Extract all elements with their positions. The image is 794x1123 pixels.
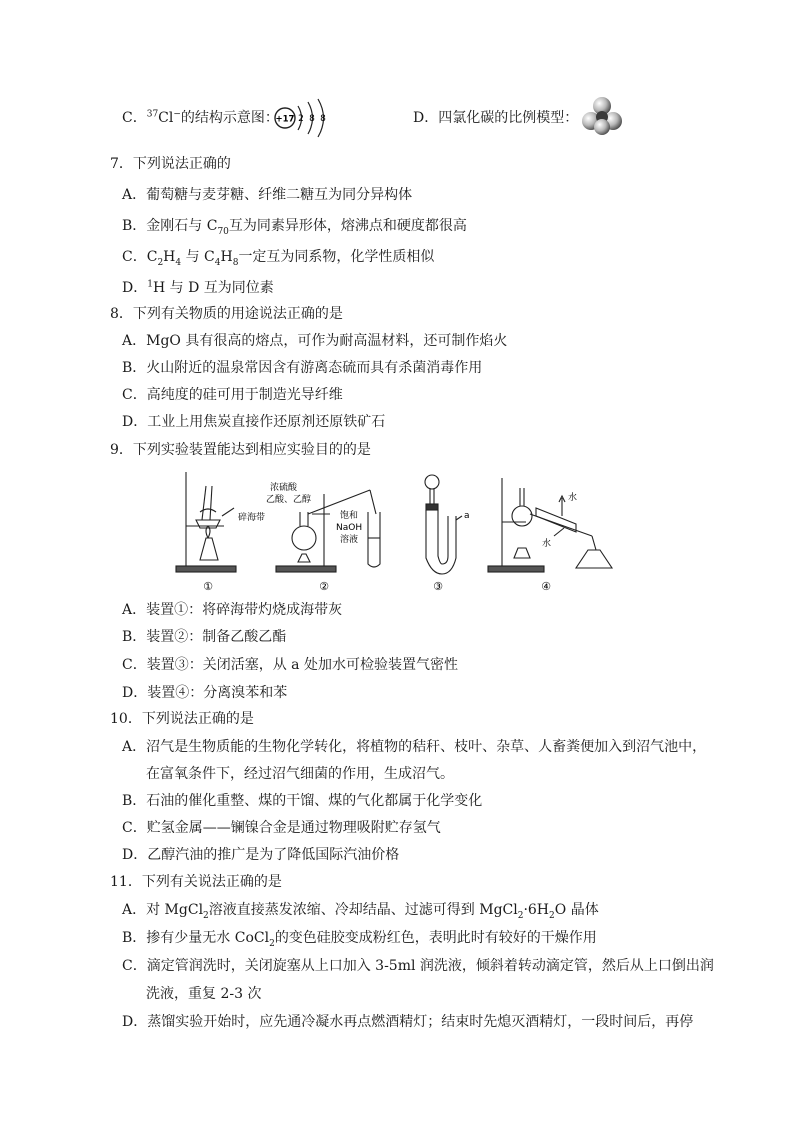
text-part: H 与 D 互为同位素: [152, 280, 274, 296]
q10-option-d: D．乙醇汽油的推广是为了降低国际汽油价格: [122, 847, 400, 863]
subscript: 4: [214, 257, 221, 268]
label-sat-3: 溶液: [340, 535, 359, 545]
question-8-stem: 8．下列有关物质的用途说法正确的是: [110, 306, 343, 322]
q7-option-d: [122, 278, 274, 298]
label-sat-1: 饱和: [340, 511, 359, 521]
option-c-row: [122, 108, 279, 128]
text-part: O 晶体: [554, 902, 599, 918]
label-water-out: 水: [568, 493, 578, 503]
caption-3: ③: [433, 580, 443, 593]
text-part: H: [163, 249, 176, 265]
q11-option-c-line1: C．滴定管润洗时，关闭旋塞从上口加入 3-5ml 润洗液，倾斜着转动滴定管，然后从上口倒出润: [122, 958, 714, 974]
nucleus-charge: +17: [275, 114, 295, 125]
question-7-stem: 7．下列说法正确的: [110, 156, 231, 172]
q10-option-a-line1: A．沼气是生物质能的生物化学转化，将植物的秸秆、枝叶、杂草、人畜粪便加入到沼气池中，: [122, 739, 707, 755]
label-water-in: 水: [542, 539, 552, 549]
subscript: 70: [217, 226, 229, 237]
q7-option-b: [122, 216, 467, 236]
question-11-stem: 11．下列有关说法正确的是: [110, 874, 282, 890]
atom-structure-diagram: [272, 96, 336, 138]
q10-option-c: C．贮氢金属——镧镍合金是通过物理吸附贮存氢气: [122, 820, 441, 836]
q8-option-a: A．MgO 具有很高的熔点，可作为耐高温材料，还可制作焰火: [122, 333, 508, 349]
q11-option-a: [122, 900, 599, 920]
q7-option-c: [122, 247, 434, 267]
apparatus-figure: [172, 468, 622, 596]
q9-option-b: B．装置②：制备乙酸乙酯: [122, 629, 287, 645]
subscript: 2: [517, 910, 524, 921]
question-10-stem: 10．下列说法正确的是: [110, 711, 254, 727]
q7-option-a: A．葡萄糖与麦芽糖、纤维二糖互为同分异构体: [122, 187, 413, 203]
text-part: B．金刚石与 C: [122, 218, 218, 234]
text-part: C．C: [122, 249, 158, 265]
q10-option-b: B．石油的催化重整、煤的干馏、煤的气化都属于化学变化: [122, 793, 483, 809]
text-part: A．对 MgCl: [122, 902, 204, 918]
text-part: 与 C: [181, 249, 215, 265]
text-part: D．: [122, 280, 148, 296]
text-part: H: [220, 249, 233, 265]
q11-option-b: [122, 928, 597, 948]
text-part: B．掺有少量无水 CoCl: [122, 930, 270, 946]
subscript: 4: [175, 257, 182, 268]
label-acid-2: 乙酸、乙醇: [266, 495, 312, 505]
text-part: 的变色硅胶变成粉红色，表明此时有较好的干燥作用: [274, 930, 597, 946]
option-d-row: D．四氯化碳的比例模型：: [413, 110, 579, 126]
label-seaweed: 碎海带: [238, 513, 266, 523]
q8-option-b: B．火山附近的温泉常因含有游离态硫而具有杀菌消毒作用: [122, 360, 483, 376]
q9-option-d: D．装置④：分离溴苯和苯: [122, 685, 288, 701]
apparatus-1: [176, 472, 236, 572]
subscript: 2: [269, 938, 275, 949]
ion-symbol: Cl: [158, 110, 174, 126]
q11-option-d: D．蒸馏实验开始时，应先通冷凝水再点燃酒精灯；结束时先熄灭酒精灯，一段时间后，再停: [122, 1014, 694, 1030]
caption-2: ②: [319, 580, 329, 593]
shell-1-electrons: 2: [298, 114, 304, 124]
superscript: 1: [147, 279, 153, 290]
q9-option-a: A．装置①：将碎海带灼烧成海带灰: [122, 602, 343, 618]
q10-option-a-line2: 在富氧条件下，经过沼气细菌的作用，生成沼气。: [146, 766, 454, 782]
label-sat-2: NaOH: [336, 523, 363, 533]
subscript: 2: [549, 910, 555, 921]
caption-1: ①: [203, 580, 213, 593]
shell-2-electrons: 8: [309, 114, 315, 124]
shell-3-electrons: 8: [320, 114, 326, 124]
label-acid-1: 浓硫酸: [270, 483, 298, 493]
question-9-stem: 9．下列实验装置能达到相应实验目的的是: [110, 442, 371, 458]
text-part: 互为同素异形体，熔沸点和硬度都很高: [228, 218, 467, 234]
label-a: a: [464, 511, 470, 521]
q8-option-c: C．高纯度的硅可用于制造光导纤维: [122, 387, 343, 403]
caption-4: ④: [541, 580, 551, 593]
q8-option-d: D．工业上用焦炭直接作还原剂还原铁矿石: [122, 414, 386, 430]
subscript: 8: [232, 257, 239, 268]
text-part: 一定互为同系物，化学性质相似: [238, 249, 435, 265]
text-part: ·6H: [523, 902, 550, 918]
subscript: 2: [157, 257, 164, 268]
q11-option-c-line2: 洗液，重复 2-3 次: [146, 986, 262, 1002]
isotope-mass: 37: [146, 109, 159, 120]
ccl4-space-filling-model: [582, 96, 622, 136]
option-label: C．: [122, 110, 147, 126]
q9-option-c: C．装置③：关闭活塞，从 a 处加水可检验装置气密性: [122, 657, 458, 673]
ion-charge: −: [173, 109, 181, 120]
text-part: 溶液直接蒸发浓缩、冷却结晶、过滤可得到 MgCl: [208, 902, 518, 918]
apparatus-3: [425, 475, 462, 574]
option-text: 的结构示意图：: [180, 110, 279, 126]
subscript: 2: [203, 910, 209, 921]
apparatus-4: [488, 478, 612, 572]
